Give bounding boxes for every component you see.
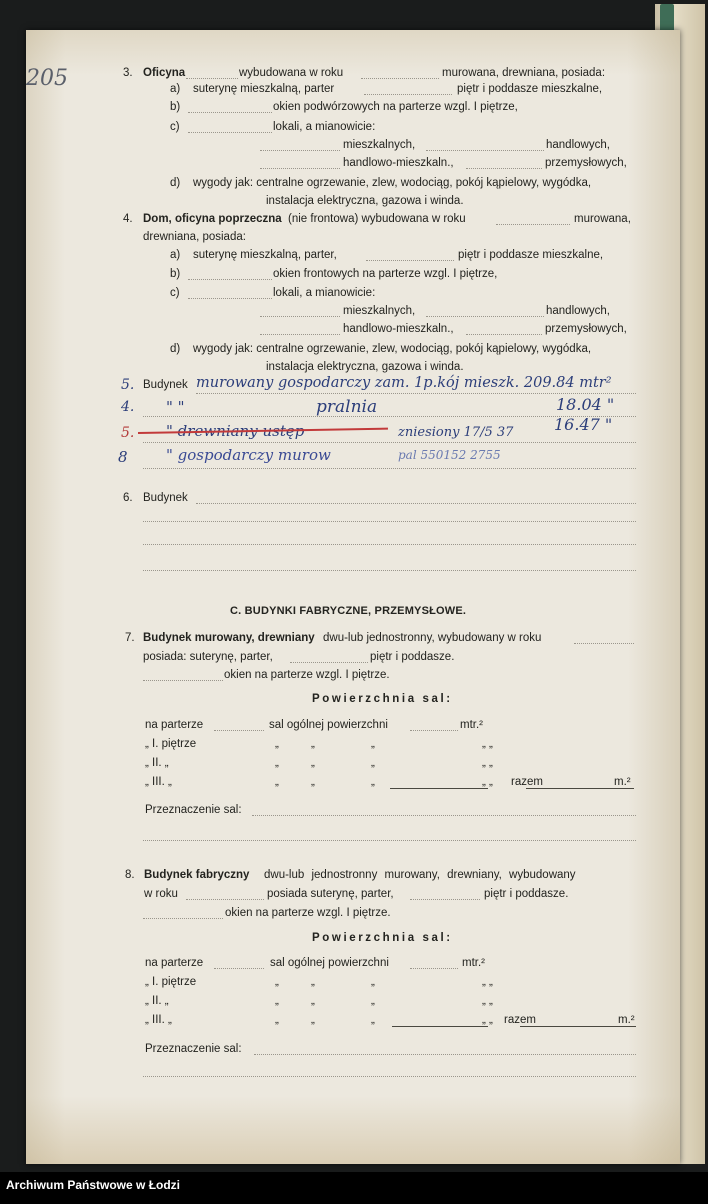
sec3-c: lokali, a mianowicie: <box>273 121 376 133</box>
sec3-line1b: murowana, drewniana, posiada: <box>442 67 606 79</box>
sec3-line1: wybudowana w roku <box>239 67 344 79</box>
sec5-hw2: pralnia <box>316 397 378 417</box>
sec8-powierzchnia: Powierzchnia sal: <box>312 932 453 944</box>
sec3-num: 3. <box>123 67 133 79</box>
archive-footer: Archiwum Państwowe w Łodzi <box>6 1178 181 1192</box>
sec4-title: Dom, oficyna poprzeczna <box>143 213 282 225</box>
sec6-title: Budynek <box>143 492 188 504</box>
sec7-title: Budynek murowany, drewniany <box>143 632 315 644</box>
section-c-heading: C. BUDYNKI FABRYCZNE, PRZEMYSŁOWE. <box>230 605 467 617</box>
sec5-hw4: " gospodarczy murow <box>166 446 331 464</box>
sec8-title: Budynek fabryczny <box>144 869 250 881</box>
document-page: 205 3. Oficyna wybudowana w roku murowana, drewniana, posiada: a) suterynę mieszkalną, parter piętr i poddasze mieszkalne, b) okien podwórzowych na parterze wzgl. I piętrze, c) lokali, a mianowicie: mieszkalnych, handlowych, handlowo-mieszkaln., przemysłowych, d) wygody jak: centralne ogrzewanie, zlew, wodociąg, pokój kąpielowy, wygódka, instalacja elektryczna, gazowa i winda. 4. Dom, oficyna poprzeczna (nie frontowa) wybudowana w roku murowana, drewniana, posiada: a) suterynę mieszkalną, parter, piętr i poddasze mieszkalne, b) okien frontowych na parterze wzgl. I piętrze, c) lokali, a mianowicie: mieszkalnych, handlowych, handlowo-mieszkaln., przemysłowych, d) wygody jak: centralne ogrzewanie, zlew, wodociąg, pokój kąpielowy, wygódka, instalacja elektryczna, gazowa i winda. 5. Budynek murowany gospodarczy zam. 1p.kój mieszk. 209.84 mtr² 4. " " pralnia 18.04 " 5. zniesiony 17/5 37 16.47 " 8 " gospodarczy murow pal 550152 2755 6. Budynek C. BUDYNKI FABRYCZNE, PRZEMYSŁOWE. 7. Budynek murowany, drewniany dwu-lub jednostronny, wybudowany w roku posiada: suterynę, parter, piętr i poddasze. okien na parterze wzgl. I piętrze. Powierzchnia sal: na parterze sal ogólnej powierzchni mtr.² „ I. piętrze „ „ „ „ „ „ II. „ „ „ „ „ „ „ III. „ „ „ „ „ „ razem m.² Przeznaczenie sal: 8. Budynek fabryczny dwu-lub jednostronny murowany, drewniany, wybudowany w roku posiada suterynę, parter, piętr i poddasze. okien na parterze wzgl. I piętrze. Powierzchnia sal: na parterze sal ogólnej powierzchni mtr.² „ I. piętrze „ „ „ „ „ „ II. „ „ „ „ „ „ „ III. „ „ „ „ „ „ razem m.² Przeznaczenie sal: <box>26 30 680 1164</box>
margin-note: 205 <box>26 66 68 91</box>
sec3-b: okien podwórzowych na parterze wzgl. I piętrze, <box>273 101 518 113</box>
sec3-d: wygody jak: centralne ogrzewanie, zlew, wodociąg, pokój kąpielowy, wygódka, <box>193 177 592 189</box>
sec5-title: Budynek <box>143 379 188 391</box>
sec3-title: Oficyna <box>143 67 186 79</box>
sec3-a: suterynę mieszkalną, parter <box>193 83 335 95</box>
sec7-powierzchnia: Powierzchnia sal: <box>312 693 453 705</box>
sec5-hw1: murowany gospodarczy zam. 1p.kój mieszk. 209.84 mtr² <box>196 375 612 391</box>
